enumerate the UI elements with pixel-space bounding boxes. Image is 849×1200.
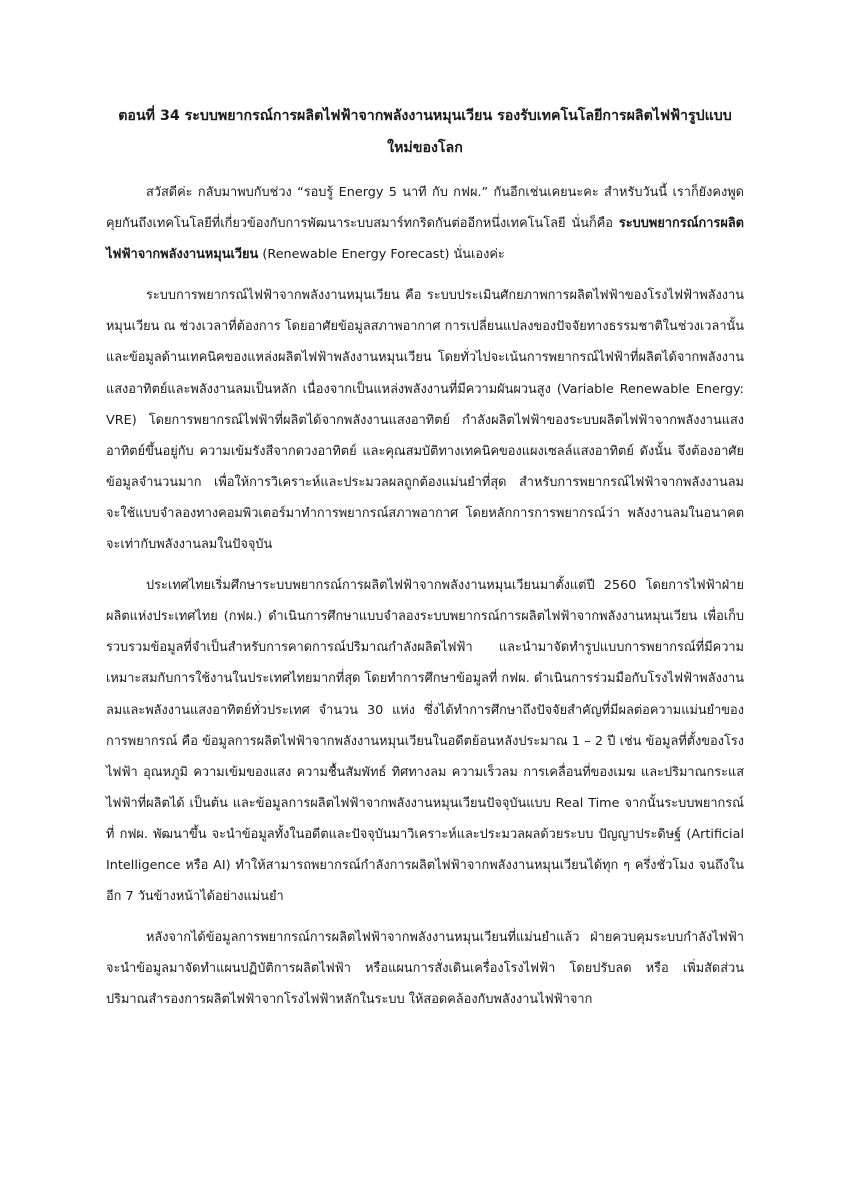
document-page [106,100,744,1015]
paragraph-system-control: หลังจากได้ข้อมูลการพยากรณ์การผลิตไฟฟ้าจากพลังงานหมุนเวียนที่แม่นยำแล้ว ฝ่ายควบคุมระบบกำลังไฟฟ้า จะนำข้อมูลมาจัดทำแผนปฏิบัติการผลิตไฟฟ้า หรือแผนการสั่งเดินเครื่องโรงไฟฟ้า โดยปรับลด หรือ เพิ่มสัดส่วนปริมาณสำรองการผลิตไฟฟ้าจากโรงไฟฟ้าหลักในระบบ ให้สอดคล้องกับพลังงานไฟฟ้าจาก [106,930,744,1008]
intro-paragraph [106,177,744,270]
paragraph-forecast-definition: ระบบการพยากรณ์ไฟฟ้าจากพลังงานหมุนเวียน คือ ระบบประเมินศักยภาพการผลิตไฟฟ้าของโรงไฟฟ้าพลังงานหมุนเวียน ณ ช่วงเวลาที่ต้องการ โดยอาศัยข้อมูลสภาพอากาศ การเปลี่ยนแปลงของปัจจัยทางธรรมชาติในช่วงเวลานั้น และข้อมูลด้านเทคนิคของแหล่งผลิตไฟฟ้าพลังงานหมุนเวียน โดยทั่วไปจะเน้นการพยากรณ์ไฟฟ้าที่ผลิตได้จากพลังงานแสงอาทิตย์และพลังงานลมเป็นหลัก เนื่องจากเป็นแหล่งพลังงานที่มีความผันผวนสูง (Variable Renewable Energy: VRE) โดยการพยากรณ์ไฟฟ้าที่ผลิตได้จากพลังงานแสงอาทิตย์ กำลังผลิตไฟฟ้าของระบบผลิตไฟฟ้าจากพลังงานแสงอาทิตย์ขึ้นอยู่กับ ความเข้มรังสีจากดวงอาทิตย์ และคุณสมบัติทางเทคนิคของแผงเซลล์แสงอาทิตย์ ดังนั้น จึงต้องอาศัยข้อมูลจำนวนมาก เพื่อให้การวิเคราะห์และประมวลผลถูกต้องแม่นยำที่สุด สำหรับการพยากรณ์ไฟฟ้าจากพลังงานลม จะใช้แบบจำลองทางคอมพิวเตอร์มาทำการพยากรณ์สภาพอากาศ โดยหลักการการพยากรณ์ว่า พลังงานลมในอนาคตจะเท่ากับพลังงานลมในปัจจุบัน [106,288,744,553]
intro-text-part1: สวัสดีค่ะ กลับมาพบกับช่วง “รอบรู้ Energy 5 นาที กับ กฟผ.” กันอีกเช่นเคยนะคะ สำหรับวันนี้ เราก็ยังคงพูดคุยกันถึงเทคโนโลยีที่เกี่ยวข้องกับการพัฒนาระบบสมาร์ทกริดกันต่ออีกหนึ่งเทคโนโลยี นั่นก็คือ [106,185,744,232]
intro-bold-term: ระบบพยากรณ์การผลิตไฟฟ้าจากพลังงานหมุนเวียน [106,216,744,263]
paragraph-thailand-study: ประเทศไทยเริ่มศึกษาระบบพยากรณ์การผลิตไฟฟ้าจากพลังงานหมุนเวียนมาตั้งแต่ปี 2560 โดยการไฟฟ้าฝ่ายผลิตแห่งประเทศไทย (กฟผ.) ดำเนินการศึกษาแบบจำลองระบบพยากรณ์การผลิตไฟฟ้าจากพลังงานหมุนเวียน เพื่อเก็บรวบรวมข้อมูลที่จำเป็นสำหรับการคาดการณ์ปริมาณกำลังผลิตไฟฟ้า และนำมาจัดทำรูปแบบการพยากรณ์ที่มีความเหมาะสมกับการใช้งานในประเทศไทยมากที่สุด โดยทำการศึกษาข้อมูลที่ กฟผ. ดำเนินการร่วมมือกับโรงไฟฟ้าพลังงานลมและพลังงานแสงอาทิตย์ทั่วประเทศ จำนวน 30 แห่ง ซึ่งได้ทำการศึกษาถึงปัจจัยสำคัญที่มีผลต่อความแม่นยำของการพยากรณ์ คือ ข้อมูลการผลิตไฟฟ้าจากพลังงานหมุนเวียนในอดีตย้อนหลังประมาณ 1 – 2 ปี เช่น ข้อมูลที่ตั้งของโรงไฟฟ้า อุณหภูมิ ความเข้มของแสง ความชื้นสัมพัทธ์ ทิศทางลม ความเร็วลม การเคลื่อนที่ของเมฆ และปริมาณกระแสไฟฟ้าที่ผลิตได้ เป็นต้น และข้อมูลการผลิตไฟฟ้าจากพลังงานหมุนเวียนปัจจุบันแบบ Real Time จากนั้นระบบพยากรณ์ที่ กฟผ. พัฒนาขึ้น จะนำข้อมูลทั้งในอดีตและปัจจุบันมาวิเคราะห์และประมวลผลด้วยระบบ ปัญญาประดิษฐ์ (Artificial Intelligence หรือ AI) ทำให้สามารถพยากรณ์กำลังการผลิตไฟฟ้าจากพลังงานหมุนเวียนได้ทุก ๆ ครึ่งชั่วโมง จนถึงในอีก 7 วันข้างหน้าได้อย่างแม่นยำ [106,578,744,905]
intro-text-part2: (Renewable Energy Forecast) นั่นเองค่ะ [258,247,505,263]
document-title: ตอนที่ 34 ระบบพยากรณ์การผลิตไฟฟ้าจากพลังงานหมุนเวียน รองรับเทคโนโลยีการผลิตไฟฟ้ารูปแบบใหม่ของโลก [118,108,732,156]
